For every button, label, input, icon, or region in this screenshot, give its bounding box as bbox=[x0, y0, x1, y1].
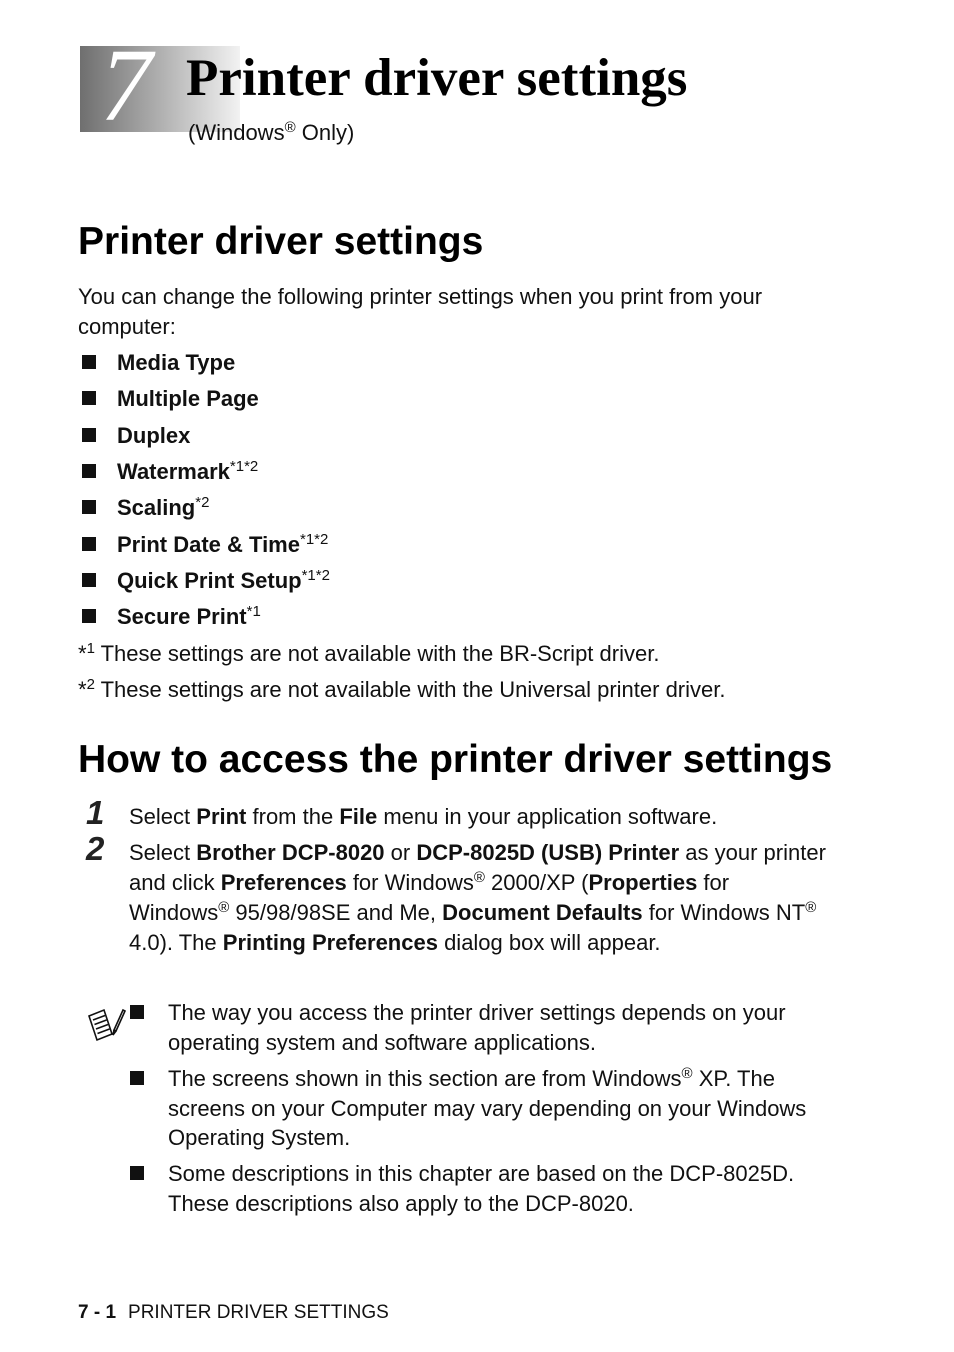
list-item: Media Type bbox=[82, 352, 235, 374]
bullet-square-icon bbox=[130, 1166, 144, 1180]
bullet-square-icon bbox=[130, 1005, 144, 1019]
bullet-square-icon bbox=[82, 464, 96, 478]
bullet-square-icon bbox=[82, 391, 96, 405]
list-item: Duplex bbox=[82, 425, 190, 447]
bullet-square-icon bbox=[82, 428, 96, 442]
section-heading-settings: Printer driver settings bbox=[78, 220, 484, 263]
intro-paragraph: You can change the following printer settings when you print from your computer: bbox=[78, 284, 763, 339]
bullet-square-icon bbox=[82, 537, 96, 551]
list-item: Scaling$^{*2}$ bbox=[82, 497, 209, 519]
step-number-1: 1 bbox=[86, 794, 105, 831]
note-item-2: The screens shown in this section are from Windows® XP. The screens on your Computer may vary depending on your Windows Operating System. bbox=[130, 1064, 830, 1153]
bullet-square-icon bbox=[82, 609, 96, 623]
list-item: Print Date & Time$^{*1*2}$ bbox=[82, 534, 328, 556]
note-item-1: The way you access the printer driver settings depends on your operating system and software applications. bbox=[130, 998, 830, 1057]
footnote-2: *$^2$ These settings are not available with the Universal printer driver. bbox=[78, 676, 726, 702]
page-number: 7 - 1 bbox=[78, 1302, 117, 1323]
bullet-square-icon bbox=[130, 1071, 144, 1085]
chapter-title: Printer driver settings bbox=[186, 49, 688, 107]
footnote-1: *$^1$ These settings are not available with the BR-Script driver. bbox=[78, 640, 660, 666]
list-item: Quick Print Setup$^{*1*2}$ bbox=[82, 570, 330, 592]
note-pencil-icon bbox=[86, 1006, 126, 1042]
list-item: Multiple Page bbox=[82, 388, 259, 410]
chapter-subtitle: (Windows® Only) bbox=[188, 119, 355, 145]
list-item: Watermark$^{*1*2}$ bbox=[82, 461, 258, 483]
section-heading-access: How to access the printer driver settings bbox=[78, 738, 833, 781]
list-item: Secure Print$^{*1}$ bbox=[82, 606, 261, 628]
footer-title: PRINTER DRIVER SETTINGS bbox=[128, 1302, 389, 1323]
step-1-text: Select Print from the File menu in your application software. bbox=[129, 804, 718, 829]
chapter-number: 7 bbox=[100, 28, 152, 143]
step-number-2: 2 bbox=[86, 830, 105, 867]
step-2-text: Select Brother DCP-8020 or DCP-8025D (USB) Printer as your printer and click Preferences for Windows® 2000/XP (Properties for Windows® 95/98/98SE and Me, Document Defaults for Windows NT® 4.0). The Printing Preferences dialog box will appear. bbox=[129, 840, 826, 955]
bullet-square-icon bbox=[82, 500, 96, 514]
bullet-square-icon bbox=[82, 355, 96, 369]
page-footer bbox=[78, 1302, 389, 1324]
bullet-square-icon bbox=[82, 573, 96, 587]
note-item-3: Some descriptions in this chapter are based on the DCP-8025D. These descriptions also apply to the DCP-8020. bbox=[130, 1159, 830, 1218]
